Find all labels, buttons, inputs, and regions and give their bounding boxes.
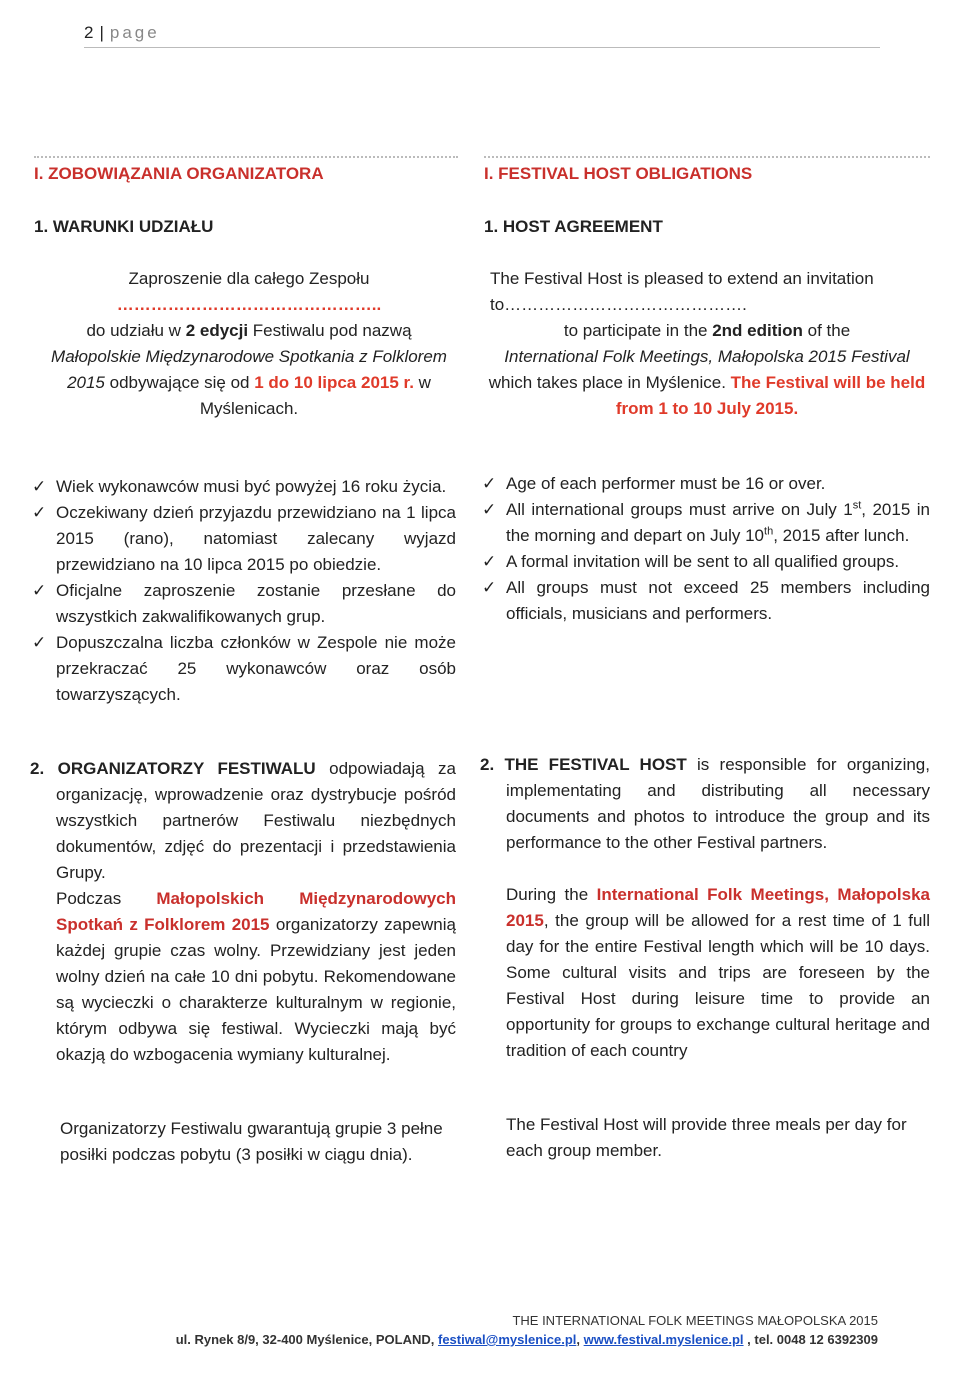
left-invite-g: w Myślenicach. bbox=[199, 373, 431, 418]
right-invite-f: The Festival will be held from 1 to 10 July 2015. bbox=[615, 373, 926, 418]
left-p2-bold: ORGANIZATORZY FESTIWALU bbox=[57, 759, 316, 778]
right-p2-text2a: During the bbox=[506, 885, 597, 904]
left-paragraph-2 bbox=[30, 756, 456, 886]
footer-title: THE INTERNATIONAL FOLK MEETINGS MAŁOPOLSKA 2015 bbox=[512, 1313, 878, 1328]
check-icon: ✓ bbox=[32, 477, 47, 496]
left-bullet-item bbox=[30, 578, 456, 630]
page-word: page bbox=[109, 23, 160, 42]
left-invite-d: Małopolskie Międzynarodowe Spotkania z Folklorem 2015 bbox=[51, 347, 447, 392]
right-invite-c: of the bbox=[802, 321, 851, 340]
right-paragraph-2 bbox=[480, 752, 930, 856]
right-p2-text2b: International Folk Meetings, Małopolska 2015 bbox=[506, 885, 930, 930]
right-sub-title: 1. HOST AGREEMENT bbox=[484, 217, 663, 236]
right-bullet-item bbox=[480, 497, 930, 549]
right-invite-b: 2nd edition bbox=[712, 321, 803, 340]
left-invite-a: do udziału w bbox=[86, 321, 186, 340]
right-divider bbox=[484, 156, 930, 158]
left-bullet-text: Wiek wykonawców musi być powyżej 16 roku życia. bbox=[56, 477, 447, 496]
left-bullet-item bbox=[30, 500, 456, 578]
right-bullet2c: , 2015 after lunch. bbox=[773, 526, 910, 545]
check-icon: ✓ bbox=[32, 503, 47, 522]
left-bullet-item bbox=[30, 630, 456, 708]
footer-tel: , tel. 0048 12 6392309 bbox=[743, 1332, 878, 1347]
right-bullet-text: Age of each performer must be 16 or over. bbox=[506, 474, 826, 493]
right-paragraph-3: The Festival Host will provide three meals per day for each group member. bbox=[506, 1115, 907, 1160]
right-bullet2a: All international groups must arrive on July 1 bbox=[506, 500, 853, 519]
left-invite-line1: Zaproszenie dla całego Zespołu bbox=[128, 269, 370, 288]
check-icon: ✓ bbox=[482, 578, 497, 597]
left-paragraph-3: Organizatorzy Festiwalu gwarantują grupie 3 pełne posiłki podczas pobytu (3 posiłki w ciągu dnia). bbox=[60, 1119, 443, 1164]
left-p2-text2c: organizatorzy zapewnią każdej grupie czas wolny. Przewidziany jest jeden wolny dzień na całe 10 dni pobytu. Rekomendowane są wycieczki o charakterze kulturalnym w regionie, którym odbywa się festiwal. Wycieczki mają być okazją do wzbogacenia wymiany kulturalnej. bbox=[56, 915, 456, 1064]
check-icon: ✓ bbox=[482, 500, 497, 519]
right-bullet2-sup1: st bbox=[852, 499, 862, 512]
right-bullet-text: All groups must not exceed 25 members including officials, musicians and performers. bbox=[506, 578, 930, 623]
footer-addr-text: ul. Rynek 8/9, 32-400 Myślenice, POLAND, bbox=[175, 1332, 438, 1347]
right-p2-num: 2. bbox=[480, 755, 505, 774]
left-paragraph-2b bbox=[56, 886, 456, 1068]
right-invite-a: to participate in the bbox=[563, 321, 713, 340]
right-invitation bbox=[484, 266, 930, 422]
right-section-title: I. FESTIVAL HOST OBLIGATIONS bbox=[484, 164, 753, 183]
left-p2-text1: odpowiadają za organizację, wprowadzenie oraz dystrybucje pośród wszystkich partnerów Festiwalu niezbędnych dokumentów, zdjęć do prezentacji i przedstawienia Grupy. bbox=[56, 759, 456, 882]
left-bullet-item bbox=[30, 474, 456, 500]
right-p2-text2c: , the group will be allowed for a rest time of 1 full day for the entire Festival length which will be 10 days. Some cultural visits and trips are foreseen by the Festival Host during leisure time to provide an opportunity for groups to exchange cultural heritage and tradition of each country bbox=[506, 911, 930, 1060]
right-p2-text1: is responsible for organizing, implementating and distributing all necessary documents and photos to introduce the group and its performance to the other Festival partners. bbox=[506, 755, 930, 852]
left-invite-body bbox=[44, 318, 454, 422]
check-icon: ✓ bbox=[32, 581, 47, 600]
left-sub-title: 1. WARUNKI UDZIAŁU bbox=[34, 217, 214, 236]
check-icon: ✓ bbox=[482, 552, 497, 571]
footer-email-link[interactable]: festiwal@myslenice.pl bbox=[437, 1332, 577, 1347]
footer-web-link[interactable]: www.festival.myslenice.pl bbox=[583, 1332, 744, 1347]
right-invite-body bbox=[484, 318, 930, 422]
check-icon: ✓ bbox=[32, 633, 47, 652]
right-p2-bold: THE FESTIVAL HOST bbox=[504, 755, 687, 774]
left-section-title: I. ZOBOWIĄZANIA ORGANIZATORA bbox=[34, 164, 324, 183]
left-bullet-text: Oficjalne zaproszenie zostanie przesłane do wszystkich zakwalifikowanych grup. bbox=[56, 581, 456, 626]
left-invite-e: odbywające się od bbox=[104, 373, 255, 392]
right-invite-to: to……………………………………. bbox=[490, 295, 747, 314]
right-bullet-item bbox=[480, 471, 930, 497]
right-bullet-list bbox=[480, 471, 930, 627]
right-bullet-item bbox=[480, 549, 930, 575]
right-bullet-text: A formal invitation will be sent to all qualified groups. bbox=[506, 552, 900, 571]
check-icon: ✓ bbox=[482, 474, 497, 493]
left-invitation bbox=[44, 266, 454, 422]
footer-address bbox=[176, 1327, 878, 1353]
left-invite-f: 1 do 10 lipca 2015 r. bbox=[254, 373, 414, 392]
header-separator: | bbox=[99, 23, 104, 42]
footer-comma: , bbox=[576, 1332, 584, 1347]
page-header bbox=[84, 20, 880, 48]
right-bullet2b: , 2015 in the morning and depart on July 10 bbox=[506, 500, 930, 545]
right-paragraph-2b bbox=[506, 882, 930, 1064]
left-invite-b: 2 edycji bbox=[185, 321, 249, 340]
left-invite-dots: ……………………………………….. bbox=[116, 295, 382, 314]
left-p2-text2b: Małopolskich Międzynarodowych Spotkań z Folklorem 2015 bbox=[56, 889, 456, 934]
right-bullet2-sup2: th bbox=[764, 525, 774, 538]
page-number: 2 bbox=[84, 23, 94, 42]
right-invite-e: which takes place in Myślenice. bbox=[488, 373, 731, 392]
left-p2-text2a: Podczas bbox=[56, 889, 157, 908]
right-bullet-item bbox=[480, 575, 930, 627]
left-bullet-list bbox=[30, 474, 456, 708]
left-invite-c: Festiwalu pod nazwą bbox=[248, 321, 412, 340]
left-p2-num: 2. bbox=[30, 759, 58, 778]
left-divider bbox=[34, 156, 458, 158]
right-invite-d: International Folk Meetings, Małopolska 2015 Festival bbox=[504, 347, 910, 366]
left-bullet-text: Dopuszczalna liczba członków w Zespole nie może przekraczać 25 wykonawców oraz osób towarzyszących. bbox=[56, 633, 456, 704]
right-invite-line1: The Festival Host is pleased to extend an invitation bbox=[490, 269, 874, 288]
left-bullet-text: Oczekiwany dzień przyjazdu przewidziano na 1 lipca 2015 (rano), natomiast zalecany wyjazd przewidziano na 10 lipca 2015 po obiedzie. bbox=[56, 503, 456, 574]
